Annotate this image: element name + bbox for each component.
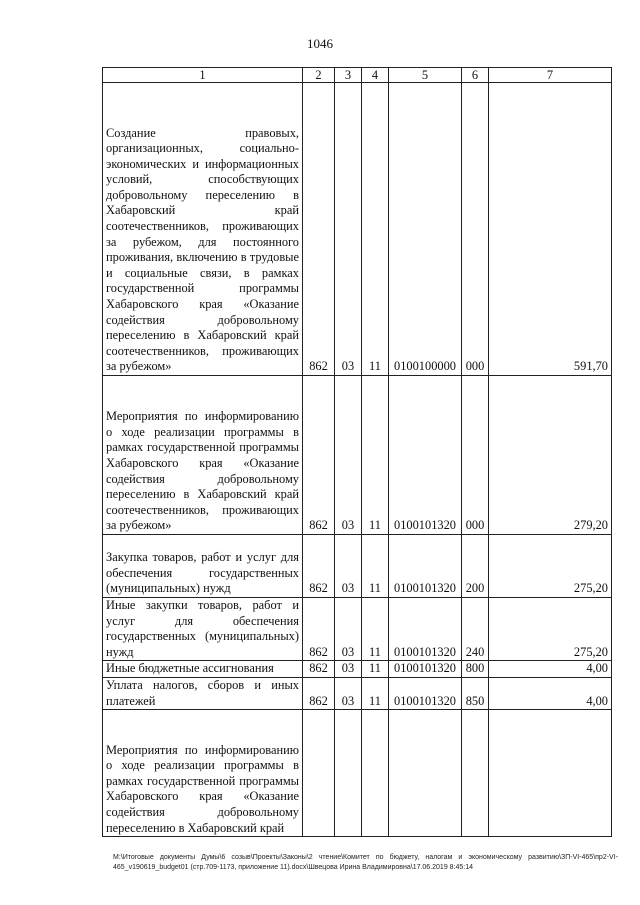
csr-cell: 0100101320 bbox=[389, 598, 462, 661]
table-row bbox=[103, 83, 612, 376]
sum-cell bbox=[489, 710, 612, 837]
csr-cell: 0100101320 bbox=[389, 661, 462, 678]
vr-cell bbox=[462, 710, 489, 837]
row-name-cell: Уплата налогов, сборов и иных платежей bbox=[103, 677, 303, 709]
sum-cell: 591,70 bbox=[489, 83, 612, 376]
column-header: 4 bbox=[362, 68, 389, 83]
vr-cell: 800 bbox=[462, 661, 489, 678]
vr-cell: 240 bbox=[462, 598, 489, 661]
csr-cell: 0100101320 bbox=[389, 677, 462, 709]
column-header: 7 bbox=[489, 68, 612, 83]
sum-cell: 275,20 bbox=[489, 598, 612, 661]
sum-cell: 275,20 bbox=[489, 535, 612, 598]
table-row bbox=[103, 677, 612, 709]
row-name-cell: Иные закупки товаров, работ и услуг для обеспечения государственных (муниципальных) нужд bbox=[103, 598, 303, 661]
row-name-cell: Иные бюджетные ассигнования bbox=[103, 661, 303, 678]
table-row bbox=[103, 535, 612, 598]
gr-cell: 862 bbox=[303, 677, 335, 709]
pr-cell bbox=[362, 710, 389, 837]
pr-cell: 11 bbox=[362, 598, 389, 661]
row-name-cell: Мероприятия по информированию о ходе реализации программы в рамках государственной программы Хабаровского края «Оказание содействия добровольному переселению в Хабаровский край соотечественников, проживающих за рубежом» bbox=[103, 376, 303, 535]
rz-cell: 03 bbox=[335, 661, 362, 678]
row-name-cell: Создание правовых, организационных, социально-экономических и информационных условий, способствующих добровольному переселению в Хабаровский край соотечественников, проживающих за рубежом, для постоянного проживания, включению в трудовые и социальные связи, в рамках государственной программы Хабаровского края «Оказание содействия добровольному переселению в Хабаровский край соотечественников, проживающих за рубежом» bbox=[103, 83, 303, 376]
page-number: 1046 bbox=[307, 36, 333, 51]
table-header-row bbox=[103, 68, 612, 83]
column-header: 5 bbox=[389, 68, 462, 83]
table-row bbox=[103, 376, 612, 535]
gr-cell: 862 bbox=[303, 376, 335, 535]
csr-cell: 0100101320 bbox=[389, 535, 462, 598]
table-row bbox=[103, 598, 612, 661]
vr-cell: 200 bbox=[462, 535, 489, 598]
column-header: 1 bbox=[103, 68, 303, 83]
gr-cell: 862 bbox=[303, 535, 335, 598]
pr-cell: 11 bbox=[362, 83, 389, 376]
pr-cell: 11 bbox=[362, 376, 389, 535]
pr-cell: 11 bbox=[362, 661, 389, 678]
gr-cell: 862 bbox=[303, 661, 335, 678]
vr-cell: 850 bbox=[462, 677, 489, 709]
csr-cell: 0100101320 bbox=[389, 376, 462, 535]
rz-cell: 03 bbox=[335, 376, 362, 535]
sum-cell: 4,00 bbox=[489, 677, 612, 709]
rz-cell: 03 bbox=[335, 83, 362, 376]
gr-cell: 862 bbox=[303, 598, 335, 661]
table-row bbox=[103, 710, 612, 837]
rz-cell bbox=[335, 710, 362, 837]
rz-cell: 03 bbox=[335, 535, 362, 598]
sum-cell: 279,20 bbox=[489, 376, 612, 535]
row-name-cell: Мероприятия по информированию о ходе реализации программы в рамках государственной программы Хабаровского края «Оказание содействия добровольному переселению в Хабаровский край bbox=[103, 710, 303, 837]
csr-cell: 0100100000 bbox=[389, 83, 462, 376]
gr-cell: 862 bbox=[303, 83, 335, 376]
column-header: 2 bbox=[303, 68, 335, 83]
vr-cell: 000 bbox=[462, 83, 489, 376]
table-row bbox=[103, 661, 612, 678]
column-header: 6 bbox=[462, 68, 489, 83]
column-header: 3 bbox=[335, 68, 362, 83]
pr-cell: 11 bbox=[362, 677, 389, 709]
budget-table bbox=[102, 67, 612, 837]
rz-cell: 03 bbox=[335, 677, 362, 709]
pr-cell: 11 bbox=[362, 535, 389, 598]
sum-cell: 4,00 bbox=[489, 661, 612, 678]
vr-cell: 000 bbox=[462, 376, 489, 535]
gr-cell bbox=[303, 710, 335, 837]
document-path-footer: M:\Итоговые документы Думы\6 созыв\Проекты\Законы\2 чтение\Комитет по бюджету, налогам и экономическому развитию\ЗП-VI-465\пр2-VI-465_v190619_budget01 (стр.709-1173, приложение 11).docx\Швецова Ирина Владимировна\17.06.2019 8:45:14 bbox=[113, 854, 618, 871]
row-name-cell: Закупка товаров, работ и услуг для обеспечения государственных (муниципальных) нужд bbox=[103, 535, 303, 598]
csr-cell bbox=[389, 710, 462, 837]
rz-cell: 03 bbox=[335, 598, 362, 661]
